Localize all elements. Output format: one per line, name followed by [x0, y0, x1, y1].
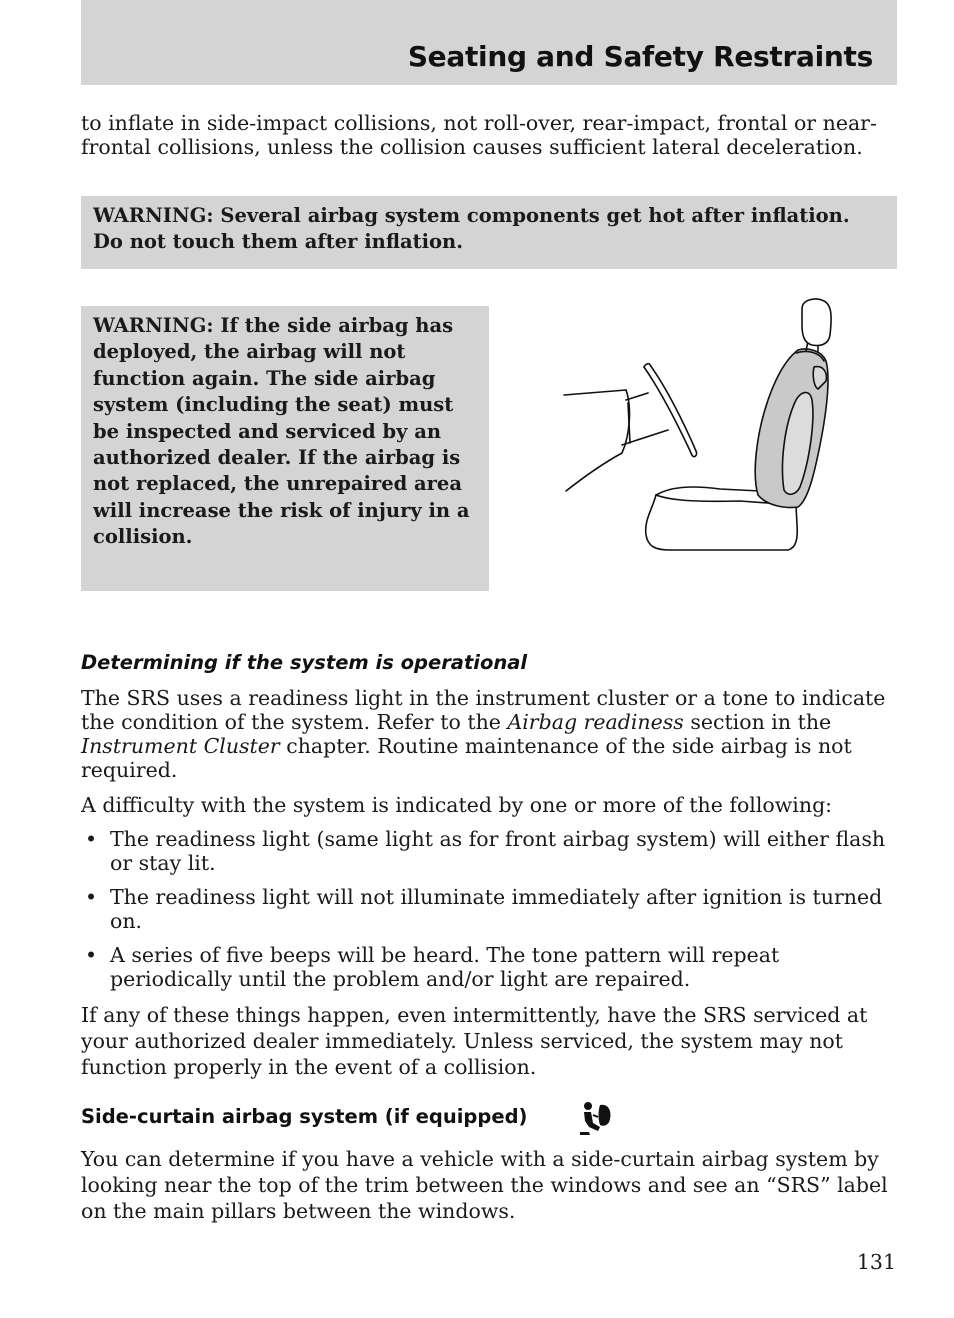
- reference-instrument-cluster: Instrument Cluster: [81, 734, 280, 758]
- paragraph-text: The SRS uses a readiness light in the instrument cluster or a tone to indicate the condition of the system. Refer to the: [81, 686, 886, 734]
- seat-airbag-illustration: [560, 295, 840, 560]
- difficulty-list: [81, 827, 897, 1001]
- side-curtain-airbag-icon: [576, 1099, 614, 1137]
- section-heading-operational: Determining if the system is operational: [81, 651, 528, 674]
- warning-box-hot-components: WARNING: Several airbag system components get hot after inflation. Do not touch them after inflation.: [81, 196, 897, 269]
- paragraph-readiness-light: [81, 686, 897, 782]
- list-item: • The readiness light will not illuminate immediately after ignition is turned on.: [81, 885, 897, 933]
- page-number: 131: [856, 1250, 896, 1274]
- paragraph-difficulty-intro: A difficulty with the system is indicated by one or more of the following:: [81, 793, 833, 817]
- section-heading-side-curtain: Side-curtain airbag system (if equipped): [81, 1105, 528, 1128]
- list-item: • A series of five beeps will be heard. The tone pattern will repeat periodically until the problem and/or light are repaired.: [81, 943, 897, 991]
- paragraph-text: chapter. Routine maintenance of the side airbag is not required.: [81, 734, 852, 782]
- page-header: [81, 0, 897, 85]
- warning-box-side-airbag-deployed: WARNING: If the side airbag has deployed, the airbag will not function again. The side airbag system (including the seat) must be inspected and serviced by an authorized dealer. If the airbag is not replaced, the unrepaired area will increase the risk of injury in a collision.: [81, 306, 489, 591]
- paragraph-text: section in the: [683, 710, 832, 734]
- reference-airbag-readiness: Airbag readiness: [507, 710, 684, 734]
- paragraph-side-curtain: You can determine if you have a vehicle with a side-curtain airbag system by looking near the top of the trim between the windows and see an “SRS” label on the main pillars between the windows.: [81, 1147, 888, 1223]
- paragraph-service-notice: If any of these things happen, even intermittently, have the SRS serviced at your authorized dealer immediately. Unless serviced, the system may not function properly in the event of a collision.: [81, 1003, 868, 1079]
- list-item: • The readiness light (same light as for front airbag system) will either flash or stay lit.: [81, 827, 897, 875]
- intro-paragraph: to inflate in side-impact collisions, not roll-over, rear-impact, frontal or near-frontal collisions, unless the collision causes sufficient lateral deceleration.: [81, 111, 877, 159]
- page-title: Seating and Safety Restraints: [407, 40, 873, 73]
